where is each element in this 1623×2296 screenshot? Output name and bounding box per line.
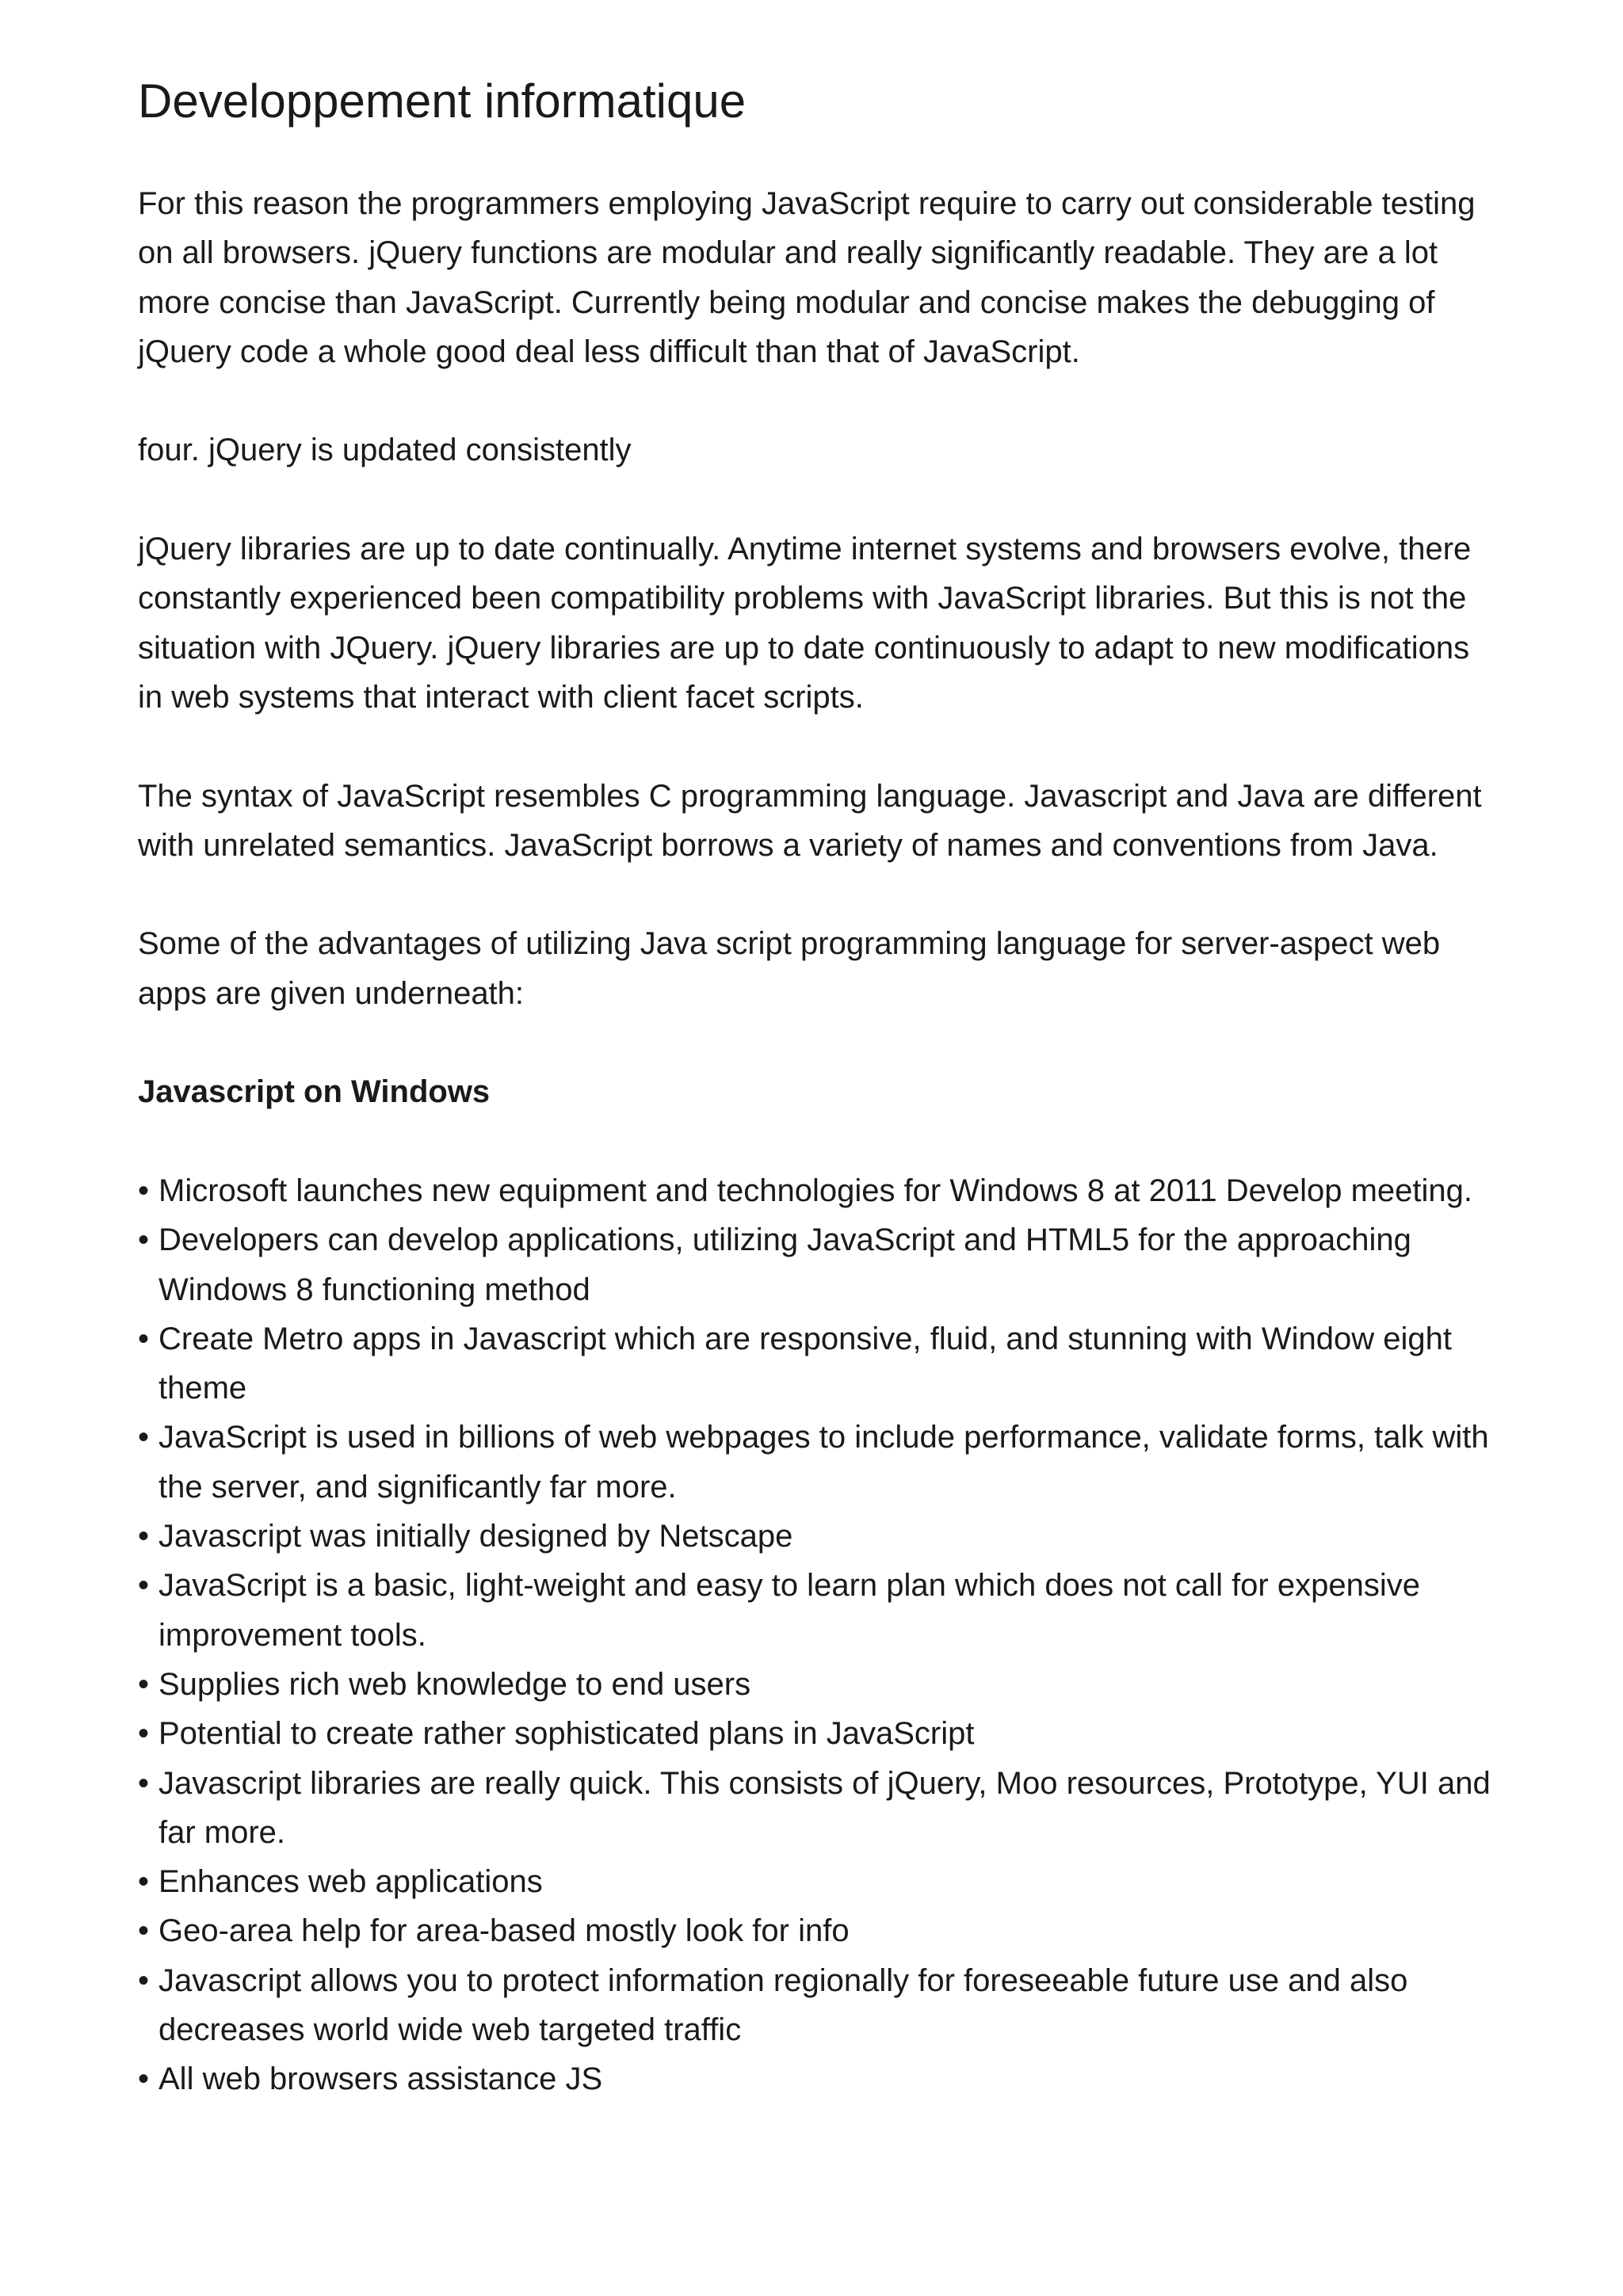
paragraph-libraries: jQuery libraries are up to date continually. Anytime internet systems and browsers evolve, there constantly experienced been compatibility problems with JavaScript libraries. But this is not the situation with JQuery. jQuery libraries are up to date continuously to adapt to new modifications in web systems that interact with client facet scripts. bbox=[138, 532, 1472, 715]
list-item-text: Potential to create rather sophisticated plans in JavaScript bbox=[158, 1716, 975, 1752]
list-item-text: Supplies rich web knowledge to end users bbox=[158, 1666, 751, 1702]
list-item bbox=[138, 1709, 1501, 1758]
document-title: Developpement informatique bbox=[138, 74, 747, 128]
list-item-text: JavaScript is a basic, light-weight and easy to learn plan which does not call for expensive improvement tools. bbox=[158, 1568, 1420, 1653]
paragraph-syntax: The syntax of JavaScript resembles C programming language. Javascript and Java are different with unrelated semantics. JavaScript borrows a variety of names and conventions from Java. bbox=[138, 778, 1482, 863]
bullet-icon: • bbox=[138, 1173, 150, 1208]
list-item bbox=[138, 1759, 1501, 1858]
list-item-text: Geo-area help for area-based mostly look for info bbox=[158, 1913, 850, 1949]
list-item-text: Enhances web applications bbox=[158, 1864, 543, 1900]
list-item-text: All web browsers assistance JS bbox=[158, 2061, 603, 2097]
list-item bbox=[138, 1166, 1501, 1215]
list-item-text: Microsoft launches new equipment and technologies for Windows 8 at 2011 Develop meeting. bbox=[158, 1173, 1472, 1208]
bullet-icon: • bbox=[138, 1913, 150, 1949]
bullet-icon: • bbox=[138, 1222, 150, 1258]
list-item bbox=[138, 1215, 1501, 1314]
bullet-icon: • bbox=[138, 1864, 150, 1900]
bullet-icon: • bbox=[138, 1765, 150, 1801]
paragraph-intro: For this reason the programmers employing JavaScript require to carry out considerable testing on all browsers. jQuery functions are modular and really significantly readable. They are a lot more concise than JavaScript. Currently being modular and concise makes the debugging of jQuery code a whole good deal less difficult than that of JavaScript. bbox=[138, 186, 1476, 369]
bullet-icon: • bbox=[138, 1519, 150, 1554]
document-body bbox=[138, 179, 1501, 2104]
bullet-list bbox=[138, 1166, 1501, 2104]
list-item bbox=[138, 1660, 1501, 1709]
section-heading: Javascript on Windows bbox=[138, 1074, 491, 1110]
list-item-text: Create Metro apps in Javascript which are responsive, fluid, and stunning with Window eight theme bbox=[158, 1321, 1452, 1406]
list-item-text: Developers can develop applications, utilizing JavaScript and HTML5 for the approaching Windows 8 functioning method bbox=[158, 1222, 1411, 1307]
bullet-icon: • bbox=[138, 1568, 150, 1604]
bullet-icon: • bbox=[138, 1420, 150, 1455]
list-item bbox=[138, 1512, 1501, 1561]
bullet-icon: • bbox=[138, 1321, 150, 1356]
list-item bbox=[138, 1413, 1501, 1512]
bullet-icon: • bbox=[138, 1962, 150, 1998]
list-item-text: Javascript libraries are really quick. This consists of jQuery, Moo resources, Prototype, YUI and far more. bbox=[158, 1765, 1491, 1850]
list-item bbox=[138, 2054, 1501, 2103]
bullet-icon: • bbox=[138, 1716, 150, 1752]
list-item bbox=[138, 1857, 1501, 1906]
list-item bbox=[138, 1906, 1501, 1955]
bullet-icon: • bbox=[138, 2061, 150, 2097]
list-item bbox=[138, 1956, 1501, 2055]
list-item bbox=[138, 1314, 1501, 1413]
list-item bbox=[138, 1561, 1501, 1660]
list-item-text: Javascript allows you to protect information regionally for foreseeable future use and also decreases world wide web targeted traffic bbox=[158, 1962, 1408, 2047]
paragraph-subheading: four. jQuery is updated consistently bbox=[138, 433, 632, 468]
paragraph-advantages: Some of the advantages of utilizing Java script programming language for server-aspect web apps are given underneath: bbox=[138, 926, 1441, 1011]
list-item-text: Javascript was initially designed by Netscape bbox=[158, 1519, 793, 1554]
bullet-icon: • bbox=[138, 1666, 150, 1702]
list-item-text: JavaScript is used in billions of web webpages to include performance, validate forms, talk with the server, and significantly far more. bbox=[158, 1420, 1489, 1505]
